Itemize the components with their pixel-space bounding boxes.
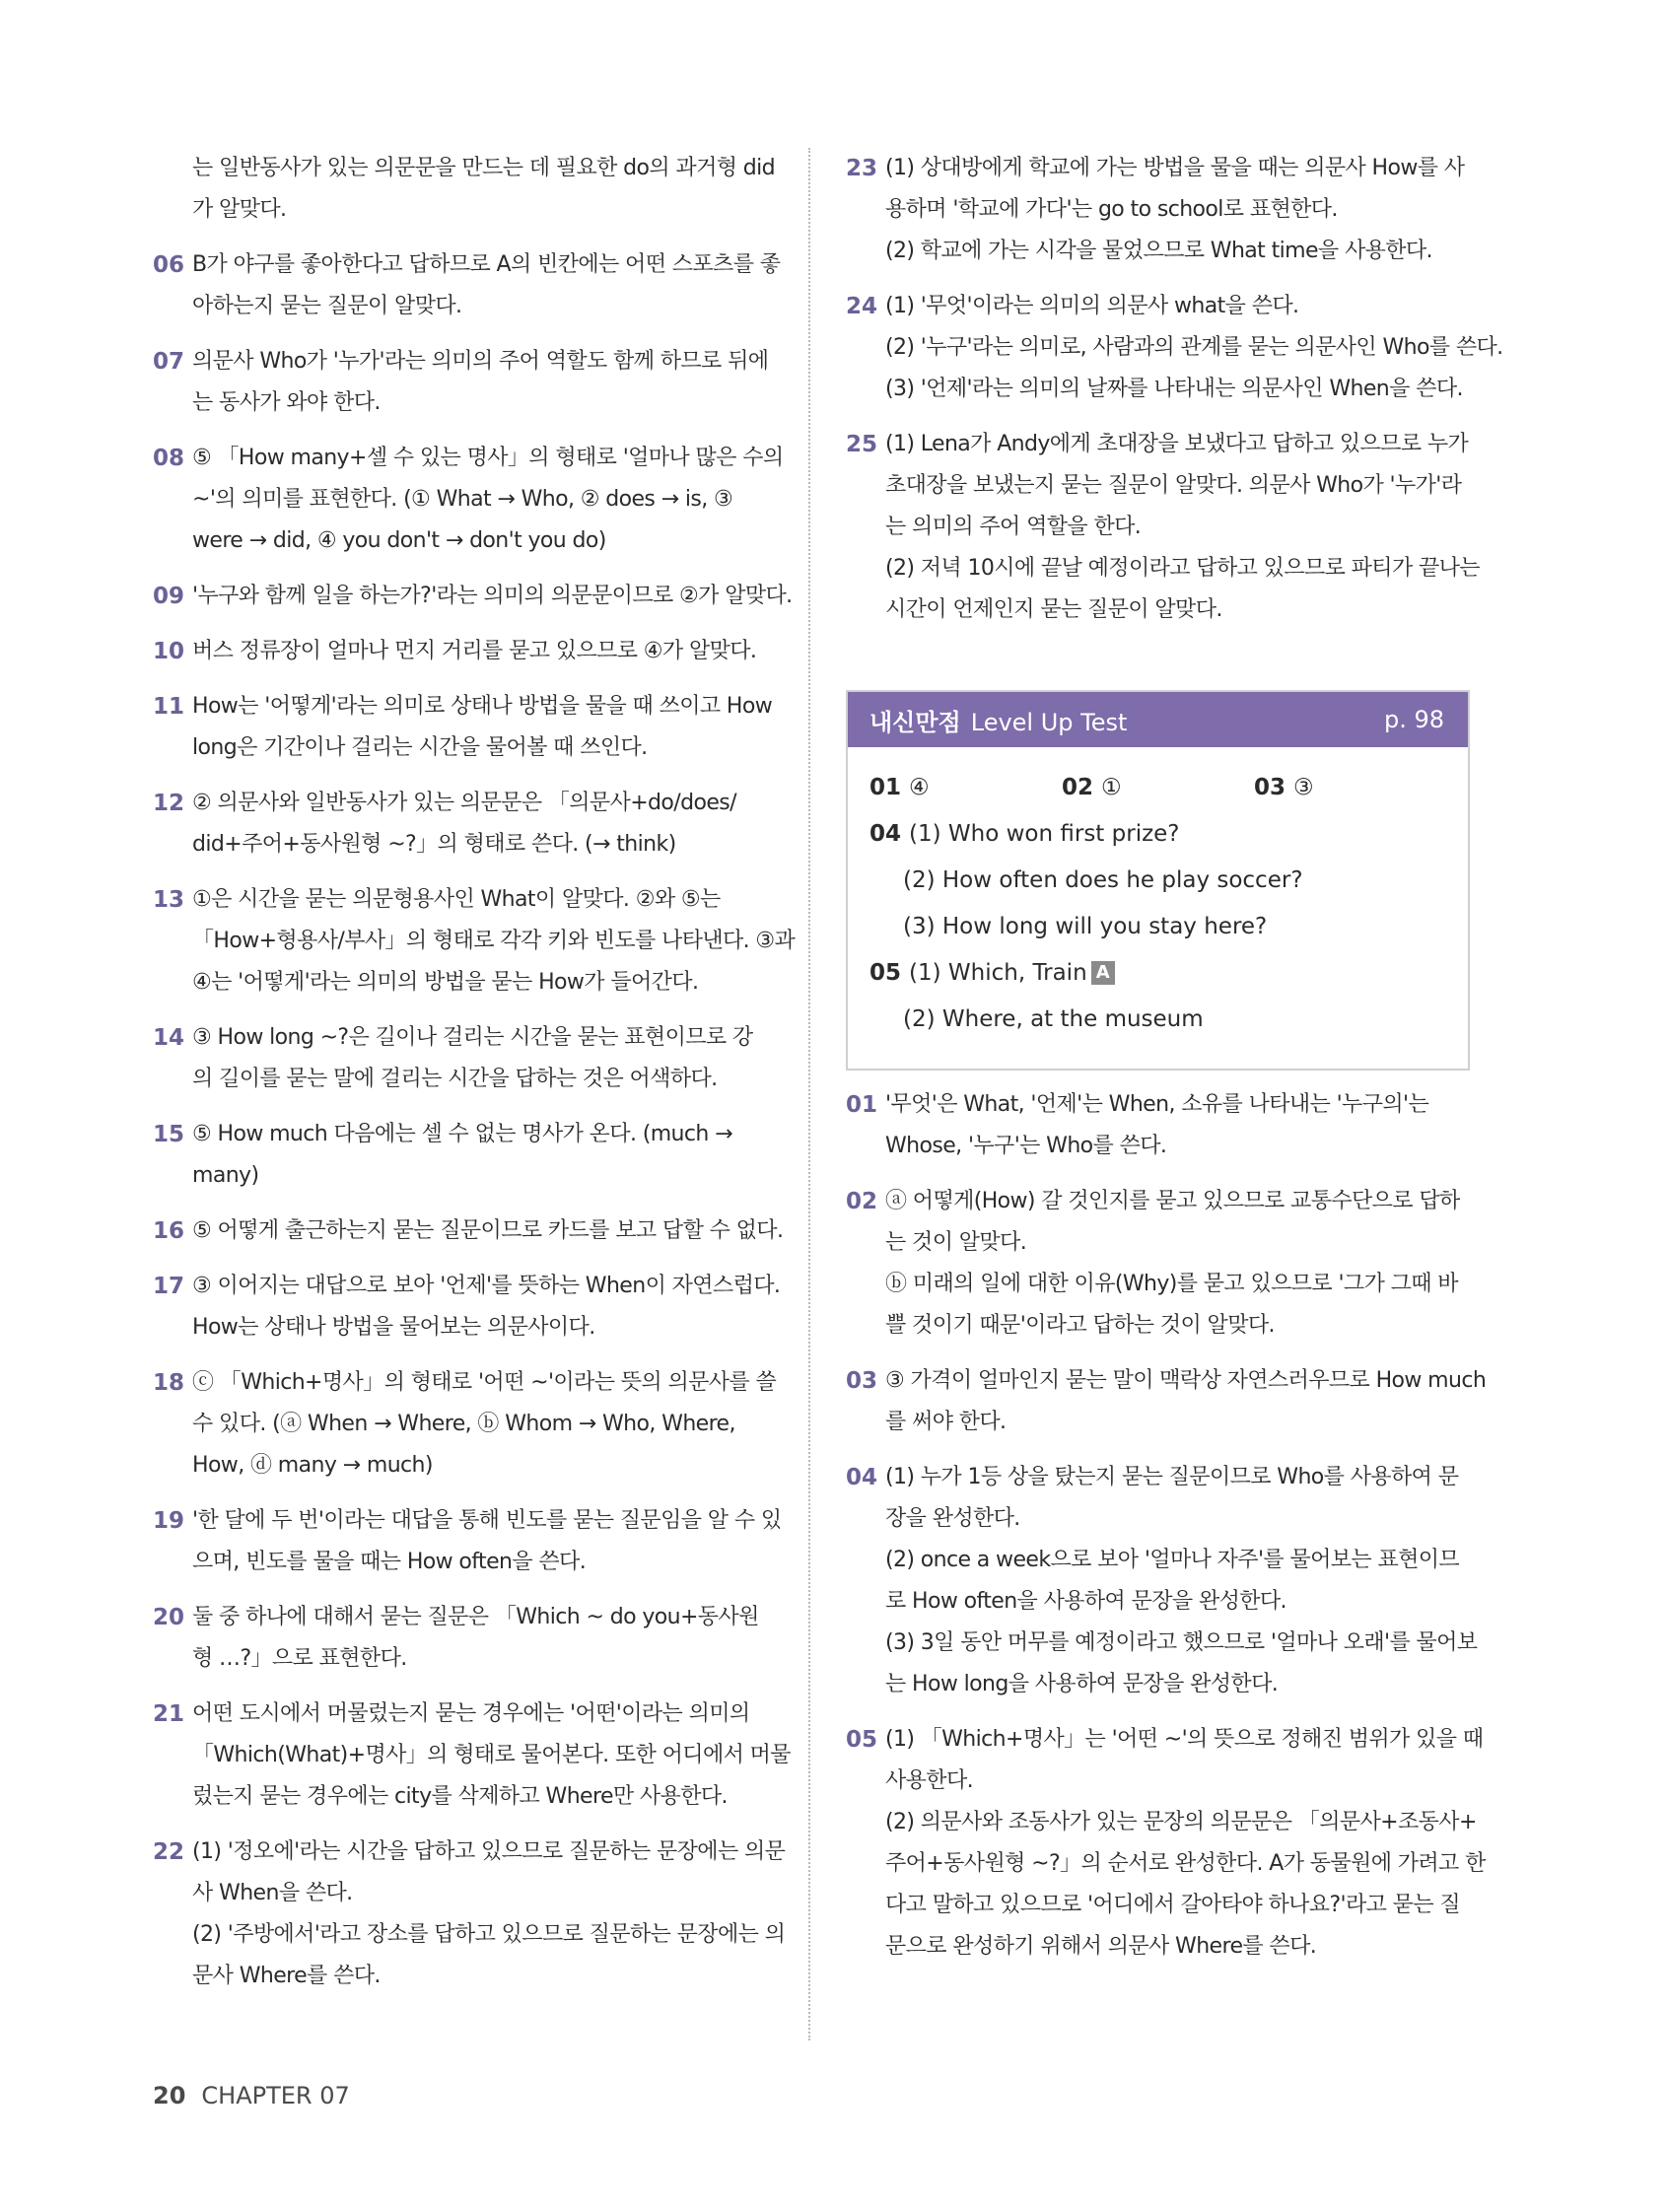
item-body xyxy=(192,631,772,672)
item-line: 「How+형용사/부사」의 형태로 각각 키와 빈도를 나타낸다. ③과 xyxy=(192,929,796,953)
item-line: ⑤ How much 다음에는 셀 수 없는 명사가 온다. (much → xyxy=(192,1122,732,1146)
item-line: 는 의미의 주어 역할을 한다. xyxy=(885,515,1142,539)
item-number: 24 xyxy=(846,294,878,319)
column-divider xyxy=(808,148,810,2040)
item-line: 수 있다. (ⓐ When → Where, ⓑ Whom → Who, Where, xyxy=(192,1412,735,1436)
item-line: (2) once a week으로 보아 '얼마나 자주'를 물어보는 표현이므 xyxy=(885,1548,1460,1572)
item-line: ⓒ 「Which+명사」의 형태로 '어떤 ~'이라는 뜻의 의문사를 쓸 xyxy=(192,1370,777,1395)
answer-04-1 xyxy=(869,811,1446,858)
answer-01 xyxy=(869,765,1062,811)
item-line: 어떤 도시에서 머물렀는지 묻는 경우에는 '어떤'이라는 의미의 xyxy=(192,1701,750,1726)
item-body xyxy=(192,438,784,562)
item-number: 02 xyxy=(846,1189,878,1214)
answer-value: ③ xyxy=(1293,775,1314,800)
item-line: 의 길이를 묻는 말에 걸리는 시간을 답하는 것은 어색하다. xyxy=(192,1067,718,1091)
answer-num: 05 xyxy=(869,960,902,986)
item-line: (2) '누구'라는 의미로, 사람과의 관계를 묻는 의문사인 Who를 쓴다. xyxy=(885,335,1503,360)
item-line: 초대장을 보냈는지 묻는 질문이 알맞다. 의문사 Who가 '누가'라 xyxy=(885,473,1462,498)
item-line: How는 상태나 방법을 물어보는 의문사이다. xyxy=(192,1315,595,1340)
explanation-item xyxy=(153,244,781,327)
item-line: 쁠 것이기 때문'이라고 답하는 것이 알맞다. xyxy=(885,1313,1275,1338)
item-line: (1) '정오에'라는 시간을 답하고 있으므로 질문하는 문장에는 의문 xyxy=(192,1839,786,1864)
item-line: (3) 3일 동안 머무를 예정이라고 했으므로 '얼마나 오래'를 물어보 xyxy=(885,1630,1478,1655)
explanation-item xyxy=(153,1266,781,1348)
item-line: were → did, ④ you don't → don't you do) xyxy=(192,528,606,553)
item-line: 버스 정류장이 얼마나 먼지 거리를 묻고 있으므로 ④가 알맞다. xyxy=(192,639,757,663)
item-line: ③ 이어지는 대답으로 보아 '언제'를 뜻하는 When이 자연스럽다. xyxy=(192,1274,781,1298)
box-answers xyxy=(848,747,1468,1043)
left-column xyxy=(153,148,796,2011)
item-line: 는 How long을 사용하여 문장을 완성한다. xyxy=(885,1672,1279,1696)
item-line: 는 일반동사가 있는 의문문을 만드는 데 필요한 do의 과거형 did xyxy=(192,156,776,180)
explanation-item xyxy=(153,686,772,769)
item-line: B가 야구를 좋아한다고 답하므로 A의 빈칸에는 어떤 스포츠를 좋 xyxy=(192,252,781,277)
item-body xyxy=(885,148,1472,272)
answer-04-2: (2) How often does he play soccer? xyxy=(903,867,1303,893)
answer-value: ① xyxy=(1101,775,1122,800)
item-line: 용하며 '학교에 가다'는 go to school로 표현한다. xyxy=(885,197,1338,222)
item-line: 문사 Where를 쓴다. xyxy=(192,1964,381,1988)
item-line: (2) 의문사와 조동사가 있는 문장의 의문문은 「의문사+조동사+ xyxy=(885,1810,1477,1834)
answer-num: 01 xyxy=(869,775,902,800)
answer-value: (1) Who won first prize? xyxy=(909,821,1180,847)
item-body xyxy=(885,1360,1486,1443)
answer-03 xyxy=(1254,765,1446,811)
box-header xyxy=(848,692,1468,747)
explanation-item xyxy=(846,1457,1478,1705)
item-line: ④는 '어떻게'라는 의미의 방법을 묻는 How가 들어간다. xyxy=(192,970,699,995)
item-line: 주어+동사원형 ~?」의 순서로 완성한다. A가 동물원에 가려고 한 xyxy=(885,1851,1486,1876)
item-number: 11 xyxy=(153,694,185,720)
item-body xyxy=(192,1017,772,1100)
item-line: 로 How often을 사용하여 문장을 완성한다. xyxy=(885,1589,1287,1614)
item-line: 「Which(What)+명사」의 형태로 물어본다. 또한 어디에서 머물 xyxy=(192,1743,791,1767)
item-line: 렀는지 묻는 경우에는 city를 삭제하고 Where만 사용한다. xyxy=(192,1784,728,1809)
item-line: ①은 시간을 묻는 의문형용사인 What이 알맞다. ②와 ⑤는 xyxy=(192,887,721,912)
answer-05-2: (2) Where, at the museum xyxy=(903,1006,1204,1032)
item-body xyxy=(192,1597,772,1680)
item-number: 23 xyxy=(846,156,878,181)
item-line: ③ How long ~?은 길이나 걸리는 시간을 묻는 표현이므로 강 xyxy=(192,1025,753,1050)
answer-num: 02 xyxy=(1062,775,1094,800)
item-body xyxy=(192,148,775,231)
item-line: ~'의 의미를 표현한다. (① What → Who, ② does → is, ③ xyxy=(192,487,733,512)
explanation-item xyxy=(153,879,796,1003)
answer-value: ④ xyxy=(909,775,930,800)
item-line: long은 기간이나 걸리는 시간을 물어볼 때 쓰인다. xyxy=(192,735,648,760)
item-body xyxy=(885,424,1480,631)
item-line: '한 달에 두 번'이라는 대답을 통해 빈도를 묻는 질문임을 알 수 있 xyxy=(192,1508,782,1533)
item-line: ③ 가격이 얼마인지 묻는 말이 맥락상 자연스러우므로 How much xyxy=(885,1368,1487,1393)
explanation-item xyxy=(846,1084,1472,1167)
item-line: (2) 저녁 10시에 끝날 예정이라고 답하고 있으므로 파티가 끝나는 xyxy=(885,556,1480,581)
item-number: 15 xyxy=(153,1122,185,1147)
explanation-item xyxy=(153,341,772,424)
item-body xyxy=(192,244,780,327)
item-line: 사용한다. xyxy=(885,1768,974,1793)
explanation-item xyxy=(153,1597,772,1680)
explanation-item xyxy=(153,148,776,231)
explanation-item xyxy=(846,424,1480,631)
item-line: 장을 완성한다. xyxy=(885,1506,1020,1531)
explanation-item xyxy=(153,1832,786,1997)
item-body xyxy=(192,1210,783,1252)
item-body xyxy=(885,286,1503,410)
item-number: 07 xyxy=(153,349,185,375)
page-number: 20 xyxy=(153,2082,186,2109)
item-number: 04 xyxy=(846,1465,878,1490)
item-line: (1) '무엇'이라는 의미의 의문사 what을 쓴다. xyxy=(885,294,1299,318)
item-line: Whose, '누구'는 Who를 쓴다. xyxy=(885,1134,1167,1158)
item-body xyxy=(885,1457,1477,1705)
item-line: (1) 누가 1등 상을 탔는지 묻는 질문이므로 Who를 사용하여 문 xyxy=(885,1465,1459,1489)
right-column-top xyxy=(846,148,1503,645)
answer-02 xyxy=(1062,765,1254,811)
explanation-item xyxy=(153,783,772,865)
item-number: 05 xyxy=(846,1727,878,1753)
item-line: 가 알맞다. xyxy=(192,197,287,222)
explanation-item xyxy=(846,1719,1486,1968)
item-number: 03 xyxy=(846,1368,878,1394)
explanation-item xyxy=(153,576,793,617)
answer-value: (1) Which, Train xyxy=(909,960,1087,986)
item-line: (3) '언제'라는 의미의 날짜를 나타내는 의문사인 When을 쓴다. xyxy=(885,377,1463,401)
item-body xyxy=(192,783,772,865)
explanation-item xyxy=(846,148,1472,272)
item-number: 20 xyxy=(153,1605,185,1630)
item-line: 사 When을 쓴다. xyxy=(192,1881,353,1905)
item-number: 21 xyxy=(153,1701,185,1727)
box-title-bold: 내신만점 xyxy=(869,708,961,736)
item-number: 16 xyxy=(153,1218,185,1244)
explanation-item xyxy=(846,1360,1487,1443)
box-page-ref: p. 98 xyxy=(1383,706,1444,733)
box-title-text: Level Up Test xyxy=(970,708,1128,736)
right-column-bottom xyxy=(846,1084,1487,1981)
item-line: How, ⓓ many → much) xyxy=(192,1453,433,1478)
explanation-item xyxy=(846,286,1503,410)
answer-row-01-03 xyxy=(869,765,1446,811)
item-body xyxy=(192,686,772,769)
explanation-item xyxy=(153,1017,772,1100)
item-line: 문으로 완성하기 위해서 의문사 Where를 쓴다. xyxy=(885,1934,1317,1959)
answer-num: 03 xyxy=(1254,775,1287,800)
item-number: 22 xyxy=(153,1839,185,1865)
explanation-item xyxy=(153,438,784,562)
item-number: 09 xyxy=(153,584,185,609)
item-number: 14 xyxy=(153,1025,185,1051)
explanation-item xyxy=(153,1500,782,1583)
item-line: ⑤ 「How many+셀 수 있는 명사」의 형태로 '얼마나 많은 수의 xyxy=(192,446,784,470)
item-line: 의문사 Who가 '누가'라는 의미의 주어 역할도 함께 하므로 뒤에 xyxy=(192,349,769,374)
item-line: (1) Lena가 Andy에게 초대장을 보냈다고 답하고 있으므로 누가 xyxy=(885,432,1469,456)
item-number: 17 xyxy=(153,1274,185,1299)
item-number: 25 xyxy=(846,432,878,457)
item-number: 12 xyxy=(153,791,185,816)
item-line: 으며, 빈도를 물을 때는 How often을 쓴다. xyxy=(192,1550,587,1574)
item-line: ⓑ 미래의 일에 대한 이유(Why)를 묻고 있으므로 '그가 그때 바 xyxy=(885,1272,1458,1296)
item-line: ② 의문사와 일반동사가 있는 의문문은 「의문사+do/does/ xyxy=(192,791,736,815)
item-line: (2) 학교에 가는 시각을 물었으므로 What time을 사용한다. xyxy=(885,239,1432,263)
item-number: 13 xyxy=(153,887,185,913)
answer-badge: A xyxy=(1091,961,1115,985)
item-line: (1) 「Which+명사」는 '어떤 ~'의 뜻으로 정해진 범위가 있을 때 xyxy=(885,1727,1484,1752)
item-body xyxy=(192,1362,776,1486)
item-body xyxy=(885,1084,1472,1167)
explanation-item xyxy=(153,1210,784,1252)
item-line: 는 것이 알맞다. xyxy=(885,1230,1027,1255)
item-line: (2) '주방에서'라고 장소를 답하고 있으므로 질문하는 문장에는 의 xyxy=(192,1922,786,1947)
item-body xyxy=(192,576,793,617)
explanation-item xyxy=(153,631,772,672)
item-body xyxy=(885,1719,1486,1968)
answer-05-1 xyxy=(869,950,1446,997)
item-line: '무엇'은 What, '언제'는 When, 소유를 나타내는 '누구의'는 xyxy=(885,1092,1429,1117)
item-line: 형 …?」으로 표현한다. xyxy=(192,1646,407,1671)
item-line: 둘 중 하나에 대해서 묻는 질문은 「Which ~ do you+동사원 xyxy=(192,1605,759,1629)
item-line: 는 동사가 와야 한다. xyxy=(192,390,381,415)
item-body xyxy=(192,1500,782,1583)
item-number: 06 xyxy=(153,252,185,278)
item-number: 19 xyxy=(153,1508,185,1534)
chapter-label: CHAPTER 07 xyxy=(201,2082,350,2109)
item-line: How는 '어떻게'라는 의미로 상태나 방법을 물을 때 쓰이고 How xyxy=(192,694,773,719)
answer-num: 04 xyxy=(869,821,902,847)
item-number: 10 xyxy=(153,639,185,664)
item-line: many) xyxy=(192,1163,259,1188)
item-line: (1) 상대방에게 학교에 가는 방법을 물을 때는 의문사 How를 사 xyxy=(885,156,1465,180)
item-body xyxy=(192,879,795,1003)
item-number: 01 xyxy=(846,1092,878,1118)
item-body xyxy=(192,1266,780,1348)
item-body xyxy=(192,341,772,424)
item-body xyxy=(192,1832,785,1997)
explanation-item xyxy=(153,1114,772,1197)
item-line: 시간이 언제인지 묻는 질문이 알맞다. xyxy=(885,597,1222,622)
item-body xyxy=(885,1181,1472,1347)
item-line: '누구와 함께 일을 하는가?'라는 의미의 의문문이므로 ②가 알맞다. xyxy=(192,584,793,608)
page-footer xyxy=(153,2082,350,2109)
item-number: 18 xyxy=(153,1370,185,1396)
item-line: ⑤ 어떻게 출근하는지 묻는 질문이므로 카드를 보고 답할 수 없다. xyxy=(192,1218,784,1243)
explanation-item xyxy=(846,1181,1472,1347)
level-up-test-box xyxy=(846,690,1470,1071)
item-body xyxy=(192,1694,791,1818)
item-number: 08 xyxy=(153,446,185,471)
answer-04-3: (3) How long will you stay here? xyxy=(903,914,1268,939)
item-line: 를 써야 한다. xyxy=(885,1410,1007,1434)
box-title xyxy=(869,703,1127,737)
item-line: 아하는지 묻는 질문이 알맞다. xyxy=(192,294,462,318)
explanation-item xyxy=(153,1362,777,1486)
item-line: did+주어+동사원형 ~?」의 형태로 쓴다. (→ think) xyxy=(192,832,676,857)
item-body xyxy=(192,1114,772,1197)
explanation-item xyxy=(153,1694,791,1818)
item-number xyxy=(153,148,192,231)
item-line: ⓐ 어떻게(How) 갈 것인지를 묻고 있으므로 교통수단으로 답하 xyxy=(885,1189,1460,1213)
item-line: 다고 말하고 있으므로 '어디에서 갈아타야 하나요?'라고 묻는 질 xyxy=(885,1893,1461,1917)
